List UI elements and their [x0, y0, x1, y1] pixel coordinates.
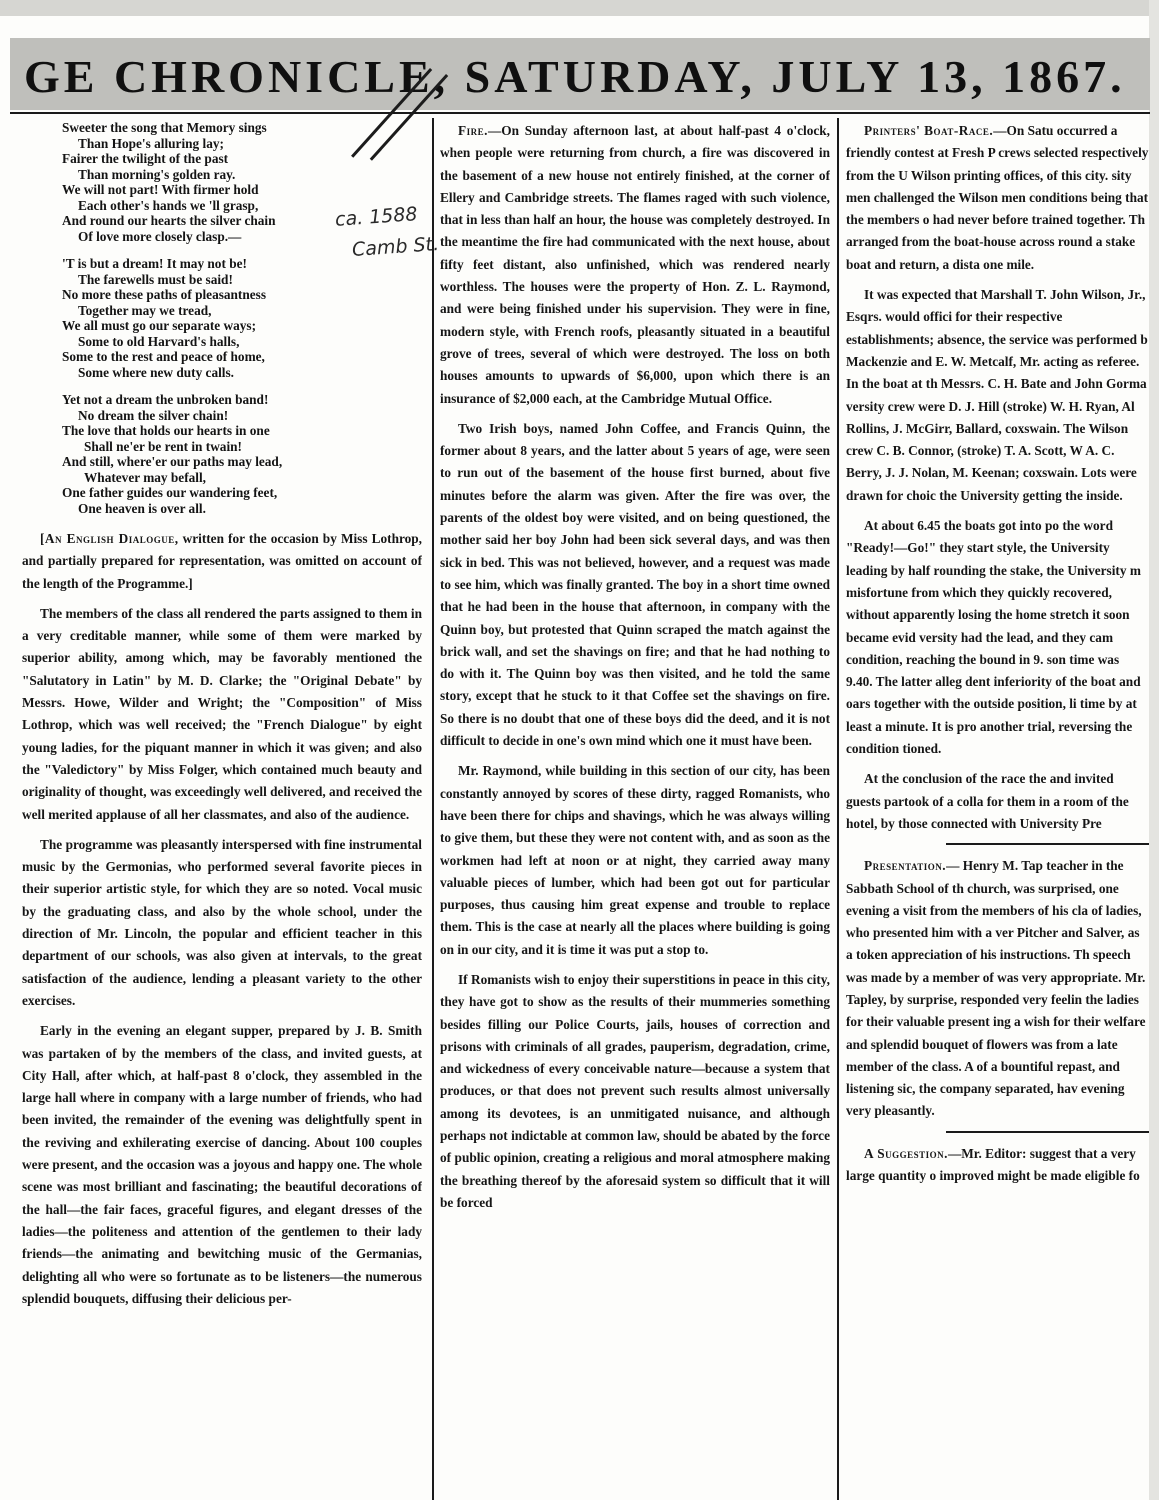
poem-line: And round our hearts the silver chain	[62, 213, 276, 228]
paragraph-lead: Printers' Boat-Race.	[864, 123, 994, 138]
poem-line: One father guides our wandering feet,	[62, 485, 278, 500]
poem-line: Of love more closely clasp.—	[78, 228, 242, 244]
section-rule	[946, 843, 1149, 845]
paragraph-lead: [An English Dialogue,	[40, 531, 179, 546]
masthead-rule	[10, 112, 1150, 114]
paragraph-crews: It was expected that Marshall T. John Wilson, Jr., Esqrs. would offici for their respective establishments; absence, the service was performed b Mackenzie and E. W. Metcalf, Mr. acting as referee. In the boat at th Messrs. C. H. Bate and John Gorma versity crew were D. J. Hill (stroke) W. H. Ryan, Al Rollins, J. McGirr, Ballard, coxswain. The Wilson crew C. B. Connor, (stroke) T. A. Scott, W A. C. Berry, J. J. Nolan, M. Keenan; coxswain. Lots were drawn for choic the University getting the inside.	[846, 287, 1148, 503]
paragraph-dialogue-note	[22, 528, 422, 595]
paragraph-lead: Presentation.	[864, 858, 947, 874]
poem-line: Some to old Harvard's halls,	[78, 333, 240, 349]
column-right	[846, 120, 1149, 1500]
poem-line: Yet not a dream the unbroken band!	[62, 392, 269, 407]
section-rule	[946, 1131, 1149, 1133]
poem-line: No dream the silver chain!	[78, 407, 229, 423]
handwritten-note-street: Camb St.	[351, 232, 440, 262]
paragraph-body: —On Satu occurred a friendly contest at Fresh P crews selected respectively from the U Wilson printing offices, of this city. sity men challenged the Wilson men conditions being that the members o had never before trained together. Th arranged from the boat-house across round a stake boat and return, a dista one mile.	[846, 123, 1149, 272]
poem-line: We will not part! With firmer hold	[62, 182, 259, 197]
poem-line: Some where new duty calls.	[78, 364, 234, 380]
paragraph-evening: Early in the evening an elegant supper, prepared by J. B. Smith was partaken of by the members of the class, and invited guests, at City Hall, after which, at half-past 8 o'clock, they assembled in the large hall where in company with a large number of friends, who had been invited, the remainder of the evening was delightfully spent in the reviving and exhilerating exercise of dancing. About 100 couples were present, and the occasion was a joyous and happy one. The whole scene was most brilliant and fascinating; the beautiful decorations of the hall—the fair faces, graceful figures, and elegant dresses of the ladies—the politeness and attention of the gentlemen to their lady friends—the animating and bewitching music of the Germanias, delighting all who were so fortunate as to be listeners—the numerous splendid bouquets, diffusing their delicious per-	[22, 1023, 422, 1306]
poem-line: Together may we tread,	[78, 302, 212, 318]
poem	[22, 120, 422, 516]
poem-stanza-2	[22, 256, 422, 380]
scan-edge-right	[1149, 0, 1159, 1500]
poem-line: Whatever may befall,	[84, 469, 206, 485]
paragraph-suggestion	[846, 1143, 1149, 1188]
paragraph-boat-race	[846, 120, 1149, 276]
paragraph-body: —Mr. Editor: suggest that a very large quantity o improved might be made eligible fo	[846, 1145, 1140, 1184]
paragraph-lead: Fire.	[458, 123, 488, 138]
poem-line: No more these paths of pleasantness	[62, 287, 267, 302]
paragraph-irish-boys: Two Irish boys, named John Coffee, and Francis Quinn, the former about 8 years, and the latter about 5 years of age, were seen to run out of the basement of the house first burned, about five minutes before the alarm was given. After the fire was over, the parents of the oldest boy were visited, and on being questioned, the mother said her boy John had been sick several days, and was then sick in bed. This was not believed, however, and a request was made to see him, which was finally granted. The boy in a short time owned that he had been in the house that afternoon, in company with the Quinn boy, but protested that Quinn scraped the match against the brick wall, and set the shavings on fire; and that he had nothing to do with it. The Quinn boy was then visited, and he told the same story, except that he stuck to it that Coffee set the shavings on fire. So there is no doubt that one of these boys did the deed, and it is not difficult to decide in one's own mind which one it must have been.	[440, 420, 830, 749]
poem-stanza-3	[22, 392, 422, 516]
poem-line: Each other's hands we 'll grasp,	[78, 197, 259, 213]
poem-line: Than Hope's alluring lay;	[78, 135, 224, 151]
paragraph-race: At about 6.45 the boats got into po the word "Ready!—Go!" they start style, the University leading by half rounding the stake, the University m misfortune from which they quickly recovered, without apparently losing the home stretch it soon became evid versity had the lead, and they cam condition, reaching the bound in 9. son time was 9.40. The latter alleg dent inferiority of the boat and oars together with the outside position, li time by at least a minute. It is pro another trial, reversing the condition tioned.	[846, 518, 1141, 757]
column-rule-1	[432, 118, 434, 1500]
poem-line: 'T is but a dream! It may not be!	[62, 256, 247, 271]
poem-line: Shall ne'er be rent in twain!	[84, 438, 242, 454]
scan-edge-top	[0, 0, 1159, 16]
paragraph-body: — Henry M. Tap teacher in the Sabbath School of th church, was surprised, one evening a visit from the members of his cla of ladies, who presented him with a ver Pitcher and Salver, as a token appreciation of his instructions. Th speech was made by a member of was very appropriate. Mr. Tapley, by surprise, responded very feelin the ladies for their valuable present ing a wish for their welfare and splendid bouquet of flowers was from a late member of the class. A of a bountiful repast, and listening sic, the company separated, hav evening very pleasantly.	[846, 858, 1146, 1119]
handwritten-note-date: ca. 1588	[334, 203, 419, 231]
paragraph-collation: At the conclusion of the race the and invited guests partook of a colla for them in a room of the hotel, by those connected with University Pre	[846, 771, 1129, 831]
paragraph-fire	[440, 120, 830, 410]
column-middle	[440, 120, 830, 1500]
poem-line: Sweeter the song that Memory sings	[62, 120, 267, 135]
paragraph-raymond: Mr. Raymond, while building in this section of our city, has been constantly annoyed by scores of these dirty, ragged Romanists, who have been there for chips and shavings, which he was always willing to give them, but these they were not content with, and as soon as the workmen had left at noon or at night, they carried away many valuable pieces of lumber, which had been got out for particular purposes, thus causing him great expense and trouble to replace them. This is the case at nearly all the places where building is going on in our city, and it is time it was put a stop to.	[440, 763, 830, 957]
column-rule-2	[837, 118, 839, 1500]
paragraph-class-parts: The members of the class all rendered the parts assigned to them in a very creditable manner, while some of them were marked by superior ability, among which, may be favorably mentioned the "Salutatory in Latin" by M. D. Clarke; the "Original Debate" by Messrs. Howe, Wilder and Wright; the "Composition" of Miss Lothrop, which was well received; the "French Dialogue" by eight young ladies, for the piquant manner in which it was given; and also the "Valedictory" by Miss Folger, which contained much beauty and originality of thought, was exceedingly well delivered, and received the well merited applause of all her classmates, and also of the audience.	[22, 605, 422, 822]
poem-line: Than morning's golden ray.	[78, 166, 236, 182]
poem-line: Fairer the twilight of the past	[62, 151, 229, 166]
poem-line: One heaven is over all.	[78, 500, 206, 516]
poem-line: And still, where'er our paths may lead,	[62, 454, 283, 469]
paragraph-body: —On Sunday afternoon last, at about half-past 4 o'clock, when people were returning from church, a fire was discovered in the basement of a new house not entirely finished, at the corner of Ellery and Cambridge streets. The flames raged with such violence, that in less than half an hour, the house was completely destroyed. In the meantime the fire had communicated with the next house, about fifty feet distant, also unfinished, which was rendered nearly worthless. The houses were the property of Hon. Z. L. Raymond, and were being finished under his supervision. They were in fine, modern style, with French roofs, pleasantly situated in a beautiful grove of trees, several of which were destroyed. The loss on both houses amounts to upwards of $6,000, upon which there is an insurance of $2,000 each, at the Cambridge Mutual Office.	[440, 123, 830, 406]
paragraph-presentation	[846, 855, 1149, 1123]
poem-line: We all must go our separate ways;	[62, 318, 257, 333]
poem-line: Some to the rest and peace of home,	[62, 349, 265, 364]
poem-line: The farewells must be said!	[78, 271, 233, 287]
paragraph-romanists: If Romanists wish to enjoy their superstitions in peace in this city, they have got to show as the results of their mummeries something besides filling our Police Courts, jails, houses of correction and prisons with criminals of all grades, pauperism, degradation, crime, and wickedness of every conceivable nature—because a system that produces, or that does not prevent such results almost universally among its devotees, is an unmitigated nuisance, and although perhaps not indictable at common law, should be abated by the force of public opinion, creating a religious and moral atmosphere making the breathing thereof by the aforesaid system so difficult that it will be forced	[440, 971, 830, 1210]
paragraph-programme: The programme was pleasantly interspersed with fine instrumental music by the Germonias, who performed several favorite pieces in their superior artistic style, for which they are so noted. Vocal music by the graduating class, and also by the whole school, under the direction of Mr. Lincoln, the popular and efficient teacher in this department of our schools, was also given at intervals, to the great satisfaction of the audience, lending a pleasant variety to the other exercises.	[22, 836, 422, 1008]
paragraph-lead: A Suggestion.	[864, 1145, 948, 1161]
column-left	[22, 120, 422, 1500]
poem-line: The love that holds our hearts in one	[62, 423, 270, 438]
masthead-title: GE CHRONICLE, SATURDAY, JULY 13, 1867.	[24, 51, 1126, 102]
masthead	[10, 38, 1150, 110]
paragraph-body: written for the occasion by Miss Lothrop, and partially prepared for representation, was omitted on account of the length of the Programme.]	[22, 531, 422, 591]
